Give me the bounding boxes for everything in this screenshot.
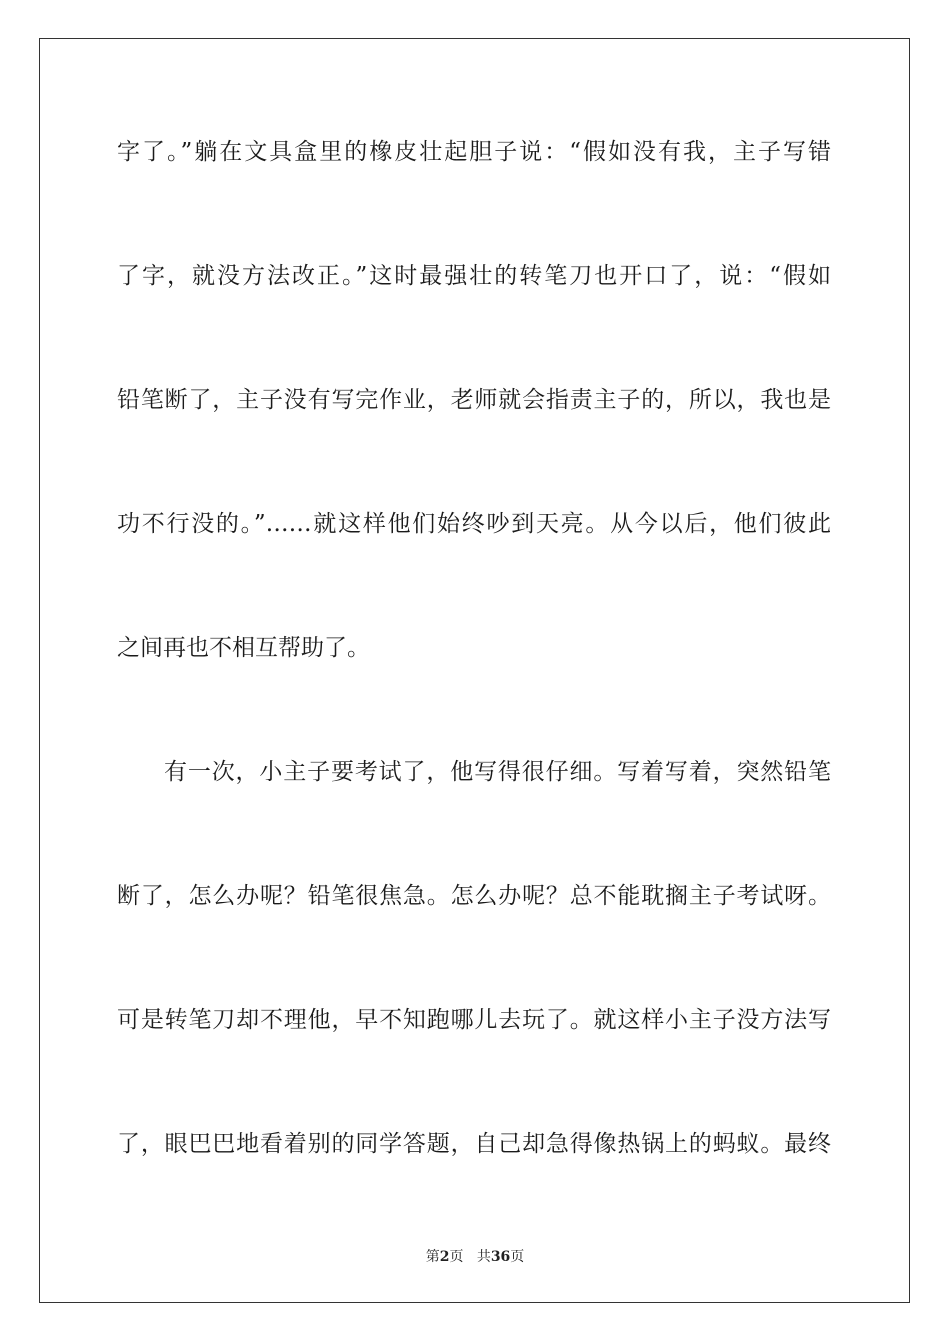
- page-suffix: 页: [449, 1249, 464, 1265]
- text-line: 之间再也不相互帮助了。: [117, 635, 370, 661]
- page-border: [39, 38, 910, 1303]
- text-line: 字了。”躺在文具盒里的橡皮壮起胆子说：“假如没有我，主子写错: [117, 139, 831, 165]
- total-suffix: 页: [510, 1249, 525, 1265]
- text-line: 了字，就没方法改正。”这时最强壮的转笔刀也开口了，说：“假如: [117, 263, 831, 289]
- page-prefix: 第: [425, 1249, 440, 1265]
- text-line: 断了，怎么办呢？铅笔很焦急。怎么办呢？总不能耽搁主子考试呀。: [117, 883, 831, 909]
- text-line: 铅笔断了，主子没有写完作业，老师就会指责主子的，所以，我也是: [117, 387, 831, 413]
- text-line: 功不行没的。”……就这样他们始终吵到天亮。从今以后，他们彼此: [117, 511, 831, 537]
- page-number: 2: [439, 1249, 450, 1265]
- page-footer: [0, 1248, 950, 1266]
- total-pages: 36: [490, 1249, 511, 1265]
- text-line: 可是转笔刀却不理他，早不知跑哪儿去玩了。就这样小主子没方法写: [117, 1007, 831, 1033]
- total-prefix: 共: [476, 1249, 491, 1265]
- text-line: 了，眼巴巴地看着别的同学答题，自己却急得像热锅上的蚂蚁。最终: [117, 1131, 831, 1157]
- paragraph-first-line: 有一次，小主子要考试了，他写得很仔细。写着写着，突然铅笔: [164, 759, 831, 785]
